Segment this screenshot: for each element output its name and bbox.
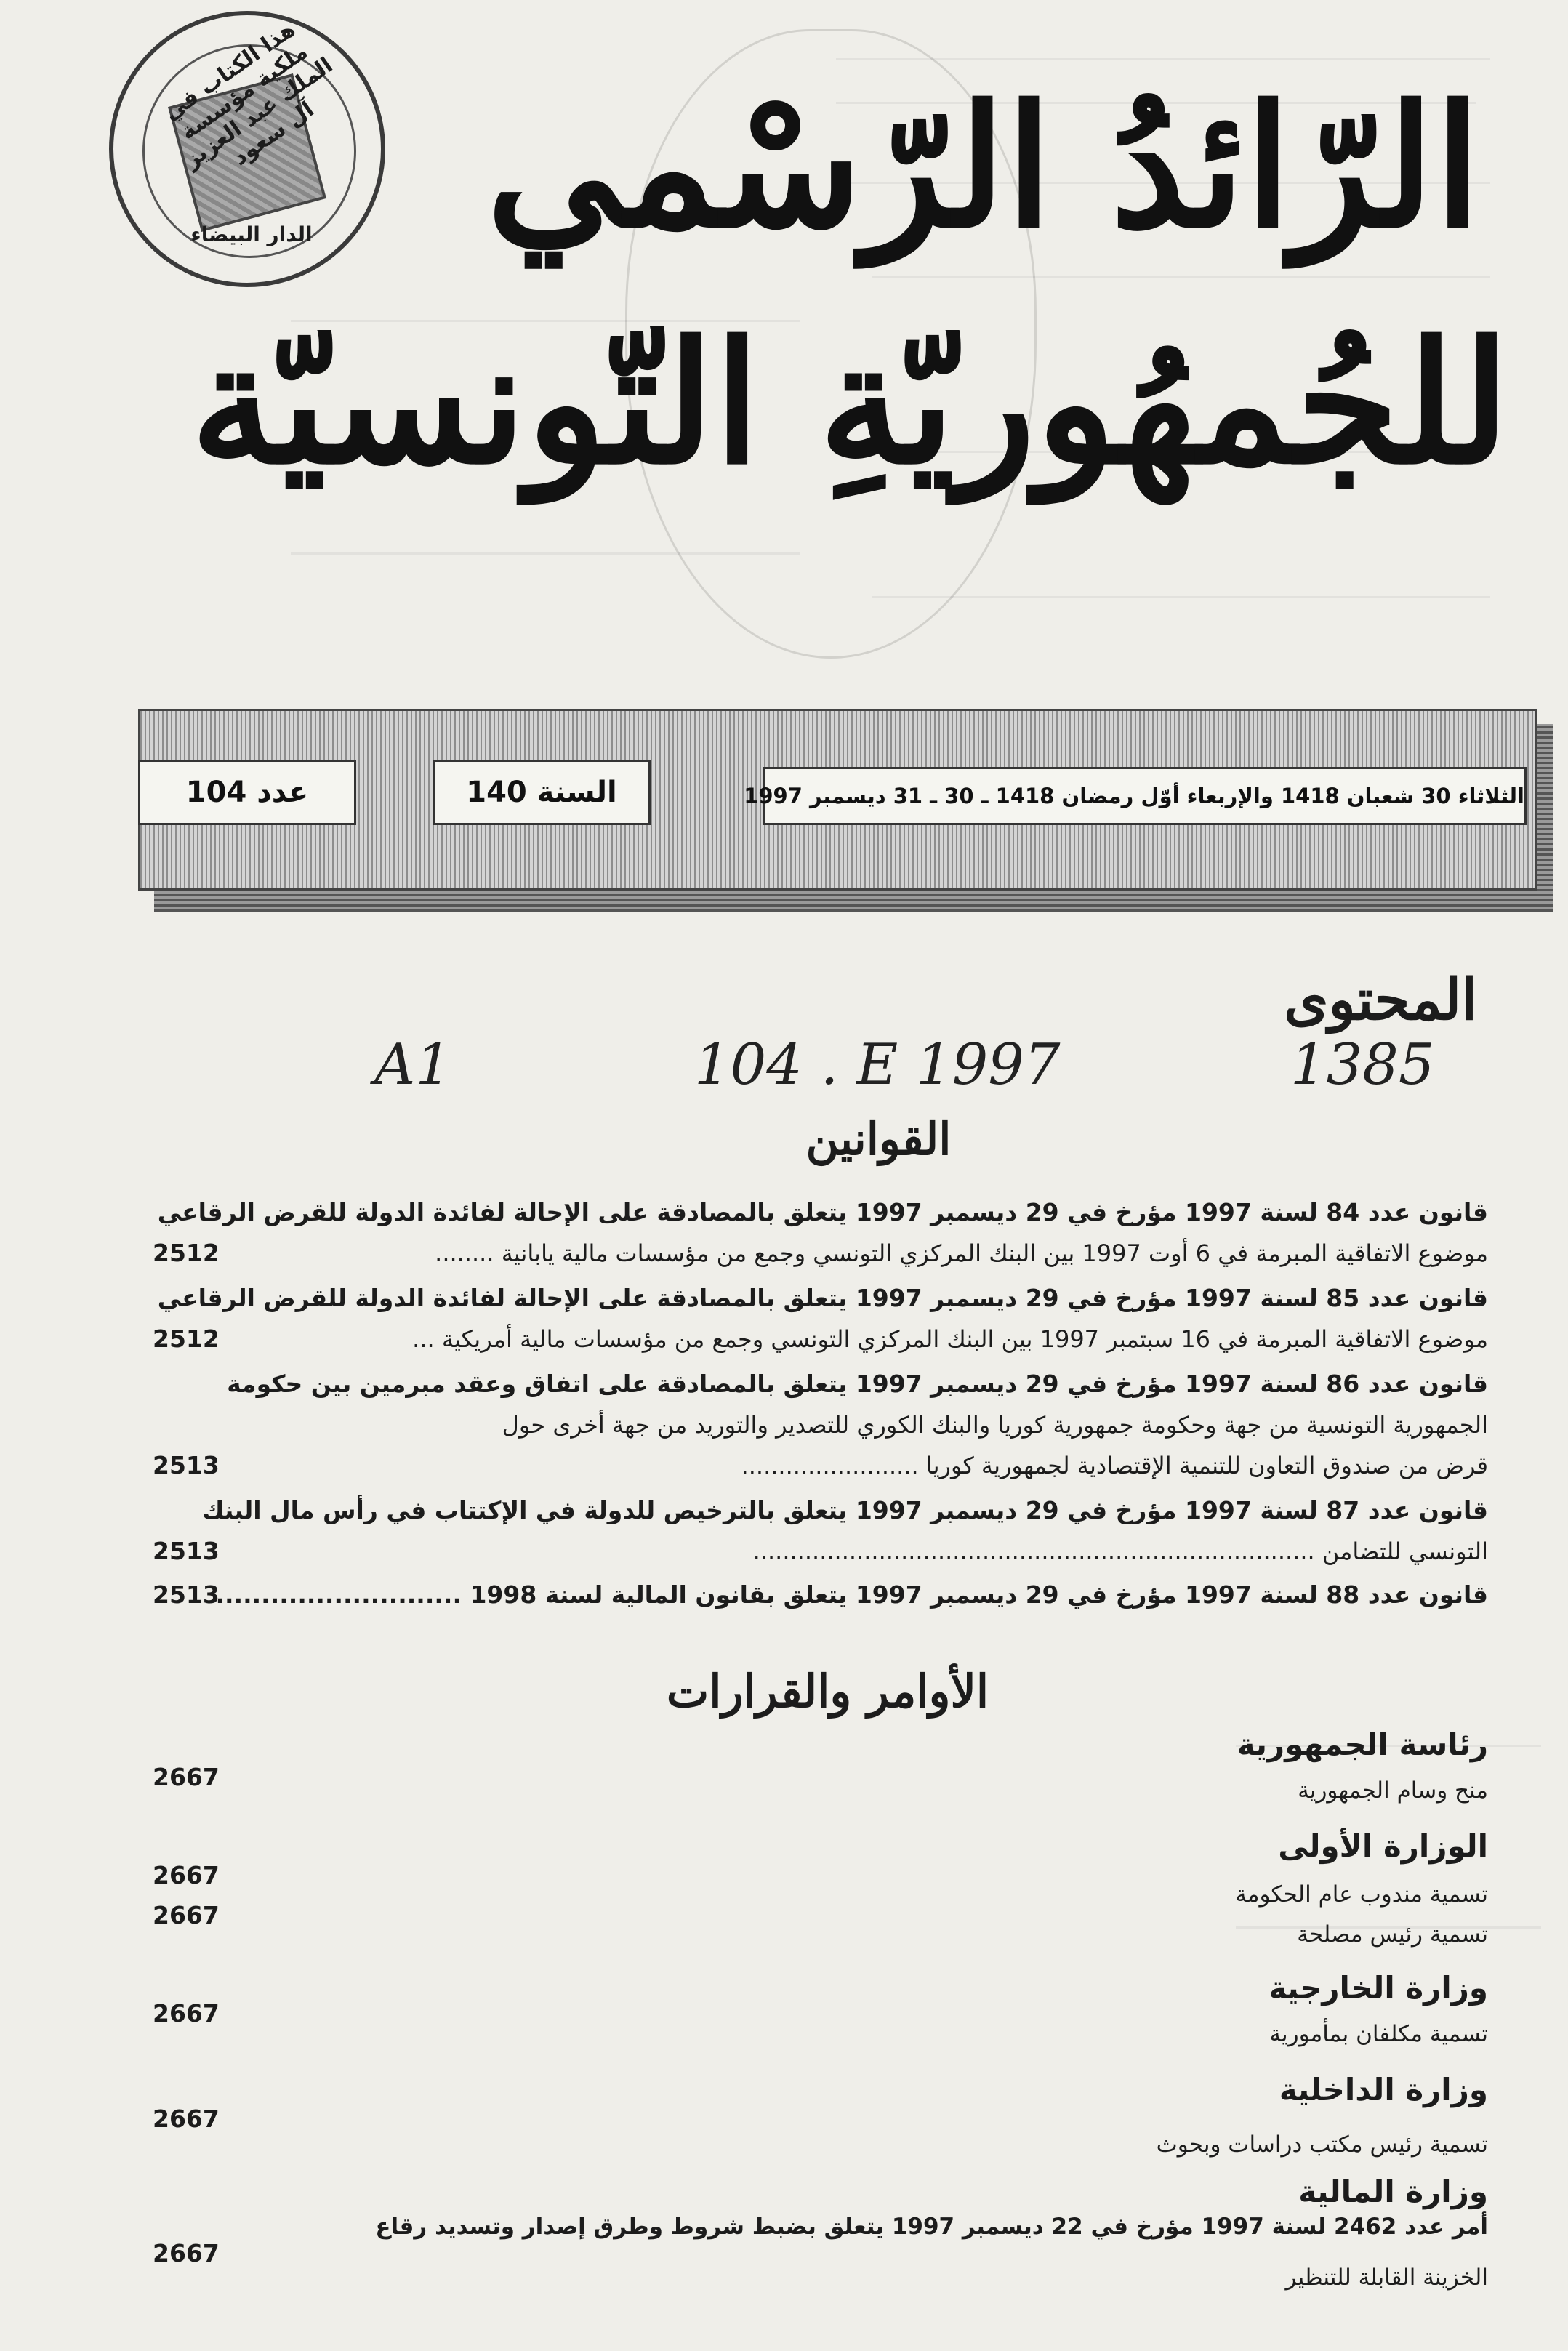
entry-line: قرض من صندوق التعاون للتنمية الإقتصادية لجمهورية كوريا ........................ (741, 1452, 1488, 1479)
laws-heading: القوانين (805, 1112, 952, 1165)
ministry-heading: وزارة الخارجية (1269, 1970, 1488, 2006)
page-number: 2667 (153, 2105, 220, 2133)
contents-heading: المحتوى (1284, 967, 1477, 1033)
ministry-heading: رئاسة الجمهورية (1237, 1727, 1488, 1762)
masthead-title: الرّائدُ الرّسْمي (486, 69, 1481, 265)
page-number: 2667 (153, 1763, 220, 1791)
page-number: 2512 (153, 1239, 220, 1267)
page-number: 2513 (153, 1537, 220, 1565)
entry-line: قانون عدد 88 لسنة 1997 مؤرخ في 29 ديسمبر 1997 يتعلق بقانون المالية لسنة 1998 ........................... (215, 1580, 1488, 1609)
entry-line: قانون عدد 84 لسنة 1997 مؤرخ في 29 ديسمبر 1997 يتعلق بالمصادقة على الإحالة لفائدة الدولة للقرض الرقاعي (157, 1198, 1488, 1226)
entry-line: قانون عدد 85 لسنة 1997 مؤرخ في 29 ديسمبر 1997 يتعلق بالمصادقة على الإحالة لفائدة الدولة للقرض الرقاعي (157, 1284, 1488, 1312)
stamp-owner-text: هذا الكتاب في ملكية مؤسسة الملك عبد العزيز آل سعود (159, 16, 338, 174)
law-entry (202, 1490, 1488, 1572)
decree-item: تسمية رئيس مكتب دراسات وبحوث (1156, 2131, 1488, 2158)
handwritten-shelf-mark: A1 (374, 1032, 451, 1098)
decree-item: منح وسام الجمهورية (1298, 1777, 1488, 1804)
masthead-subtitle: للجُمهُوريّةِ التّونسيّة (190, 305, 1510, 502)
issue-date: الثلاثاء 30 شعبان 1418 والإربعاء أوّل رمضان 1418 ـ 30 ـ 31 ديسمبر 1997 (763, 767, 1527, 825)
decree-item: الخزينة القابلة للتنظير (1285, 2264, 1488, 2291)
decree-item: تسمية مكلفان بمأمورية (1269, 2021, 1488, 2047)
entry-line: التونسي للتضامن ............................................................................ (752, 1538, 1488, 1565)
page-number: 2667 (153, 1901, 220, 1929)
entry-line: موضوع الاتفاقية المبرمة في 16 سبتمبر 1997 بين البنك المركزي التونسي وجمع من مؤسسات مالية أمريكية ... (412, 1325, 1488, 1353)
entry-line: قانون عدد 86 لسنة 1997 مؤرخ في 29 ديسمبر 1997 يتعلق بالمصادقة على اتفاق وعقد مبرمين بين حكومة (227, 1370, 1488, 1398)
page-number: 2513 (153, 1580, 220, 1609)
decree-item: تسمية مندوب عام الحكومة (1235, 1881, 1488, 1908)
decree-item: تسمية رئيس مصلحة (1297, 1921, 1488, 1948)
stamp-city-text: الدار البيضاء (190, 222, 313, 246)
decree-item: أمر عدد 2462 لسنة 1997 مؤرخ في 22 ديسمبر 1997 يتعلق بضبط شروط وطرق إصدار وتسديد رقاع (375, 2214, 1488, 2240)
issue-year: السنة 140 (433, 760, 651, 825)
entry-line: قانون عدد 87 لسنة 1997 مؤرخ في 29 ديسمبر 1997 يتعلق بالترخيص للدولة في الإكتتاب في رأس مال البنك (202, 1496, 1488, 1524)
issue-number: عدد 104 (138, 760, 356, 825)
page-number: 2667 (153, 1999, 220, 2028)
handwritten-reference: 104 . E 1997 (694, 1032, 1061, 1098)
entry-line: موضوع الاتفاقية المبرمة في 6 أوت 1997 بين البنك المركزي التونسي وجمع من مؤسسات مالية يابانية ........ (435, 1239, 1488, 1267)
page-number: 2512 (153, 1325, 220, 1353)
entry-line: الجمهورية التونسية من جهة وحكومة جمهورية كوريا والبنك الكوري للتصدير والتوريد من جهة أخرى حول (502, 1411, 1488, 1439)
decrees-heading: الأوامر والقرارات (666, 1665, 989, 1718)
page-number: 2667 (153, 2239, 220, 2267)
ministry-heading: وزارة المالية (1298, 2174, 1488, 2209)
ministry-heading: الوزارة الأولى (1278, 1828, 1488, 1864)
page-number: 2667 (153, 1861, 220, 1889)
handwritten-code: 1385 (1290, 1032, 1435, 1098)
law-entry (209, 1364, 1488, 1486)
library-stamp (109, 11, 385, 287)
law-entry (209, 1575, 1488, 1615)
page-number: 2513 (153, 1451, 220, 1479)
ministry-heading: وزارة الداخلية (1279, 2072, 1488, 2107)
